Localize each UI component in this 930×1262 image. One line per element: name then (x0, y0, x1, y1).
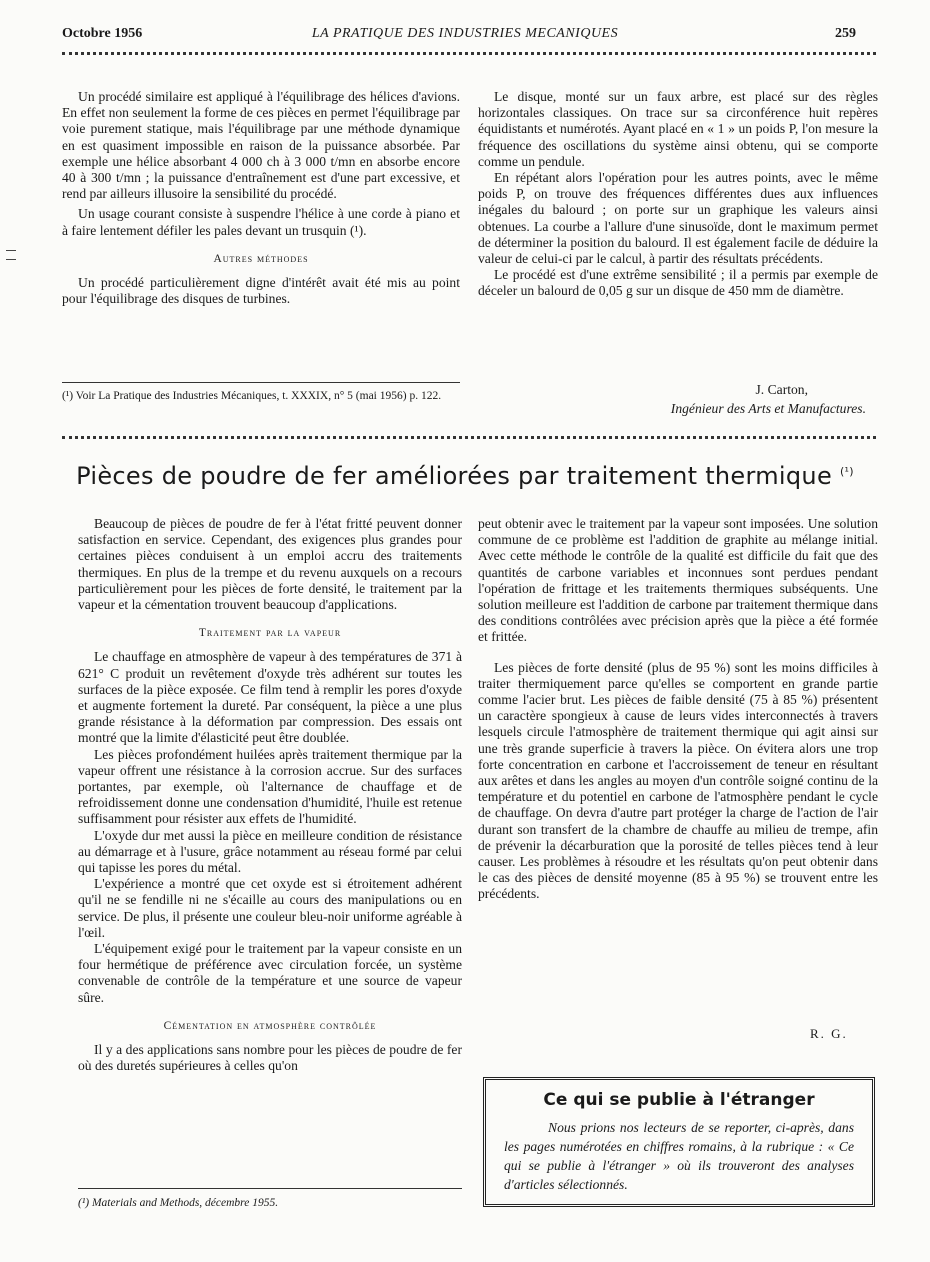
paragraph: L'oxyde dur met aussi la pièce en meilleure condition de résistance au démarrage et à l'usure, grâce notamment au réseau formé par celui qui tapisse les pores du métal. (78, 827, 462, 876)
notice-box-title: Ce qui se publie à l'étranger (543, 1090, 815, 1110)
header-page-number: 259 (835, 26, 856, 41)
section-heading: Cémentation en atmosphère contrôlée (163, 1019, 377, 1032)
article-title-text: Pièces de poudre de fer améliorées par traitement thermique (76, 462, 833, 490)
article-left-column (78, 516, 462, 1075)
paragraph: Un procédé similaire est appliqué à l'équilibrage des hélices d'avions. En effet non seulement la forme de ces pièces en permet l'équilibrage par voie purement statique, mais l'équilibrage par une méthode dynamique en est quasiment impossible en raison de la puissance absorbée. Par exemple une hélice absorbant 4 000 ch à 3 000 t/mn en absorbe encore 40 à 300 t/mn ; la puissance d'entraînement est d'une part excessive, et rend par ailleurs illusoire la sensibilité du procédé. (62, 89, 460, 202)
paragraph: L'expérience a montré que cet oxyde est si étroitement adhérent qu'il ne se fendille ni ne s'écaille au cours des manipulations ou en service. De plus, il présente une couleur bleu-noir uniforme agréable à l'œil. (78, 876, 462, 940)
header-dotted-rule (62, 52, 876, 59)
article-initials: R. G. (810, 1026, 848, 1041)
paragraph: Un procédé particulièrement digne d'intérêt avait été mis au point pour l'équilibrage des disques de turbines. (62, 275, 460, 307)
prev-article-footnote: (¹) Voir La Pratique des Industries Mécaniques, t. XXXIX, n° 5 (mai 1956) p. 122. (62, 390, 442, 402)
footnote-rule (78, 1188, 462, 1189)
margin-mark (6, 250, 16, 260)
paragraph: Un usage courant consiste à suspendre l'hélice à une corde à piano et à faire lentement défiler les pales devant un trusquin (¹). (62, 206, 460, 238)
paragraph: Beaucoup de pièces de poudre de fer à l'état fritté peuvent donner satisfaction en service. Cependant, des exigences plus grandes pour certaines pièces conduisent à un emploi accru des traitements thermiques. En plus de la trempe et du revenu auxquels on a recours particulièrement pour les pièces de forte densité, le traitement par la vapeur et la cémentation trouvent beaucoup d'applications. (78, 516, 462, 613)
header-journal-title: LA PRATIQUE DES INDUSTRIES MECANIQUES (311, 26, 619, 41)
notice-box (483, 1077, 875, 1207)
paragraph: Le disque, monté sur un faux arbre, est placé sur des règles horizontales classiques. On trace sur sa circonférence huit repères équidistants et numérotés. Ayant placé en « 1 » un poids P, l'on mesure la fréquence des oscillations du système ainsi obtenu, qui se comporte comme un pendule. (478, 89, 878, 169)
header-date: Octobre 1956 (62, 26, 143, 41)
article-title-note: (¹) (839, 465, 854, 478)
article-footnote: (¹) Materials and Methods, décembre 1955. (78, 1197, 279, 1209)
section-heading: Autres méthodes (213, 252, 309, 265)
paragraph: Les pièces de forte densité (plus de 95 %) sont les moins difficiles à traiter thermiquement parce qu'elles se comportent en grande partie comme l'acier brut. Les pièces de faible densité (75 à 85 %) présentent un caractère spongieux à cause de leurs vides interconnectés à travers lesquels circule l'atmosphère de traitement thermique qui agit ainsi sur une très grande superficie à travers la pièce. On évitera alors une trop forte concentration en carbone et l'accroissement de teneur en résultant aux arêtes et dans les angles au moyen d'un contrôle soigné continu de la température et du potentiel en carbone de l'atmosphère pendant le cycle de chauffage. On devra d'autre part protéger la charge de l'action de l'air durant son transfert de la chambre de chauffe au milieu de trempe, afin de prévenir la décarburation que la porosité de telles pièces tend à leur causer. Les problèmes à résoudre et les résultats qu'on peut obtenir dans le cas des pièces de densité moyenne (85 à 95 %) se trouvent entre les précédents. (478, 659, 878, 902)
paragraph: Il y a des applications sans nombre pour les pièces de poudre de fer où des duretés supérieures à celles qu'on (78, 1042, 462, 1074)
paragraph: Le chauffage en atmosphère de vapeur à des températures de 371 à 621° C produit un revêtement d'oxyde très adhérent sur toutes les surfaces de la pièce exposée. Ce film tend à remplir les pores d'oxyde et augmente fortement la dureté. Par conséquent, la pièce a une plus grande résistance à la déformation par compression. Des essais ont montré que la limite d'élasticité peut être doublée. (78, 649, 462, 746)
paragraph: Le procédé est d'une extrême sensibilité ; il a permis par exemple de déceler un balourd de 0,05 g sur un disque de 450 mm de diamètre. (478, 267, 878, 299)
footnote-rule (62, 382, 460, 383)
article-right-column (478, 516, 878, 903)
section-heading: Traitement par la vapeur (198, 627, 342, 640)
paragraph: En répétant alors l'opération pour les autres points, avec le même poids P, on trouve des fréquences différentes dues aux influences inégales du balourd ; on porte sur un graphique les valeurs ainsi obtenues. La courbe a l'allure d'une sinusoïde, dont le maximum permet de déterminer la position du balourd. Il est également facile de déduire la valeur de celui-ci par le calcul, à partir des résultats précédents. (478, 170, 878, 267)
prev-article-right-column (478, 89, 878, 300)
paragraph: Les pièces profondément huilées après traitement thermique par la vapeur offrent une résistance à la corrosion accrue. Sur des surfaces portantes, par exemple, où l'alternance de chauffage et de refroidissement donne une condensation d'humidité, l'huile est retenue suffisamment pour résister aux effets de l'humidité. (78, 746, 462, 827)
signature-name: J. Carton, (755, 382, 808, 397)
paragraph: L'équipement exigé pour le traitement par la vapeur consiste en un four hermétique de préférence avec circulation forcée, un système convenable de contrôle de la température et une source de vapeur sûre. (78, 941, 462, 1005)
signature-role: Ingénieur des Arts et Manufactures. (670, 401, 866, 416)
article-separator-rule (62, 436, 876, 443)
paragraph: peut obtenir avec le traitement par la vapeur sont imposées. Une solution commune de ce problème est l'addition de graphite au mélange initial. Avec cette méthode le contrôle de la qualité est difficile du fait que des quantités de carbone variables et inconnues sont perdues pendant l'opération de frittage et les traitements thermiques subséquents. Une solution meilleure est l'addition de carbone par traitement thermique dans des conditions contrôlées avec précision après que la pièce a été formée et frittée. (478, 516, 878, 645)
article-title (0, 462, 930, 490)
notice-box-text: Nous prions nos lecteurs de se reporter, ci-après, dans les pages numérotées en chiffres romains, à la rubrique : « Ce qui se publie à l'étranger » où ils trouveront des analyses d'articles sélectionnés. (504, 1120, 854, 1192)
prev-article-left-column (62, 89, 460, 307)
